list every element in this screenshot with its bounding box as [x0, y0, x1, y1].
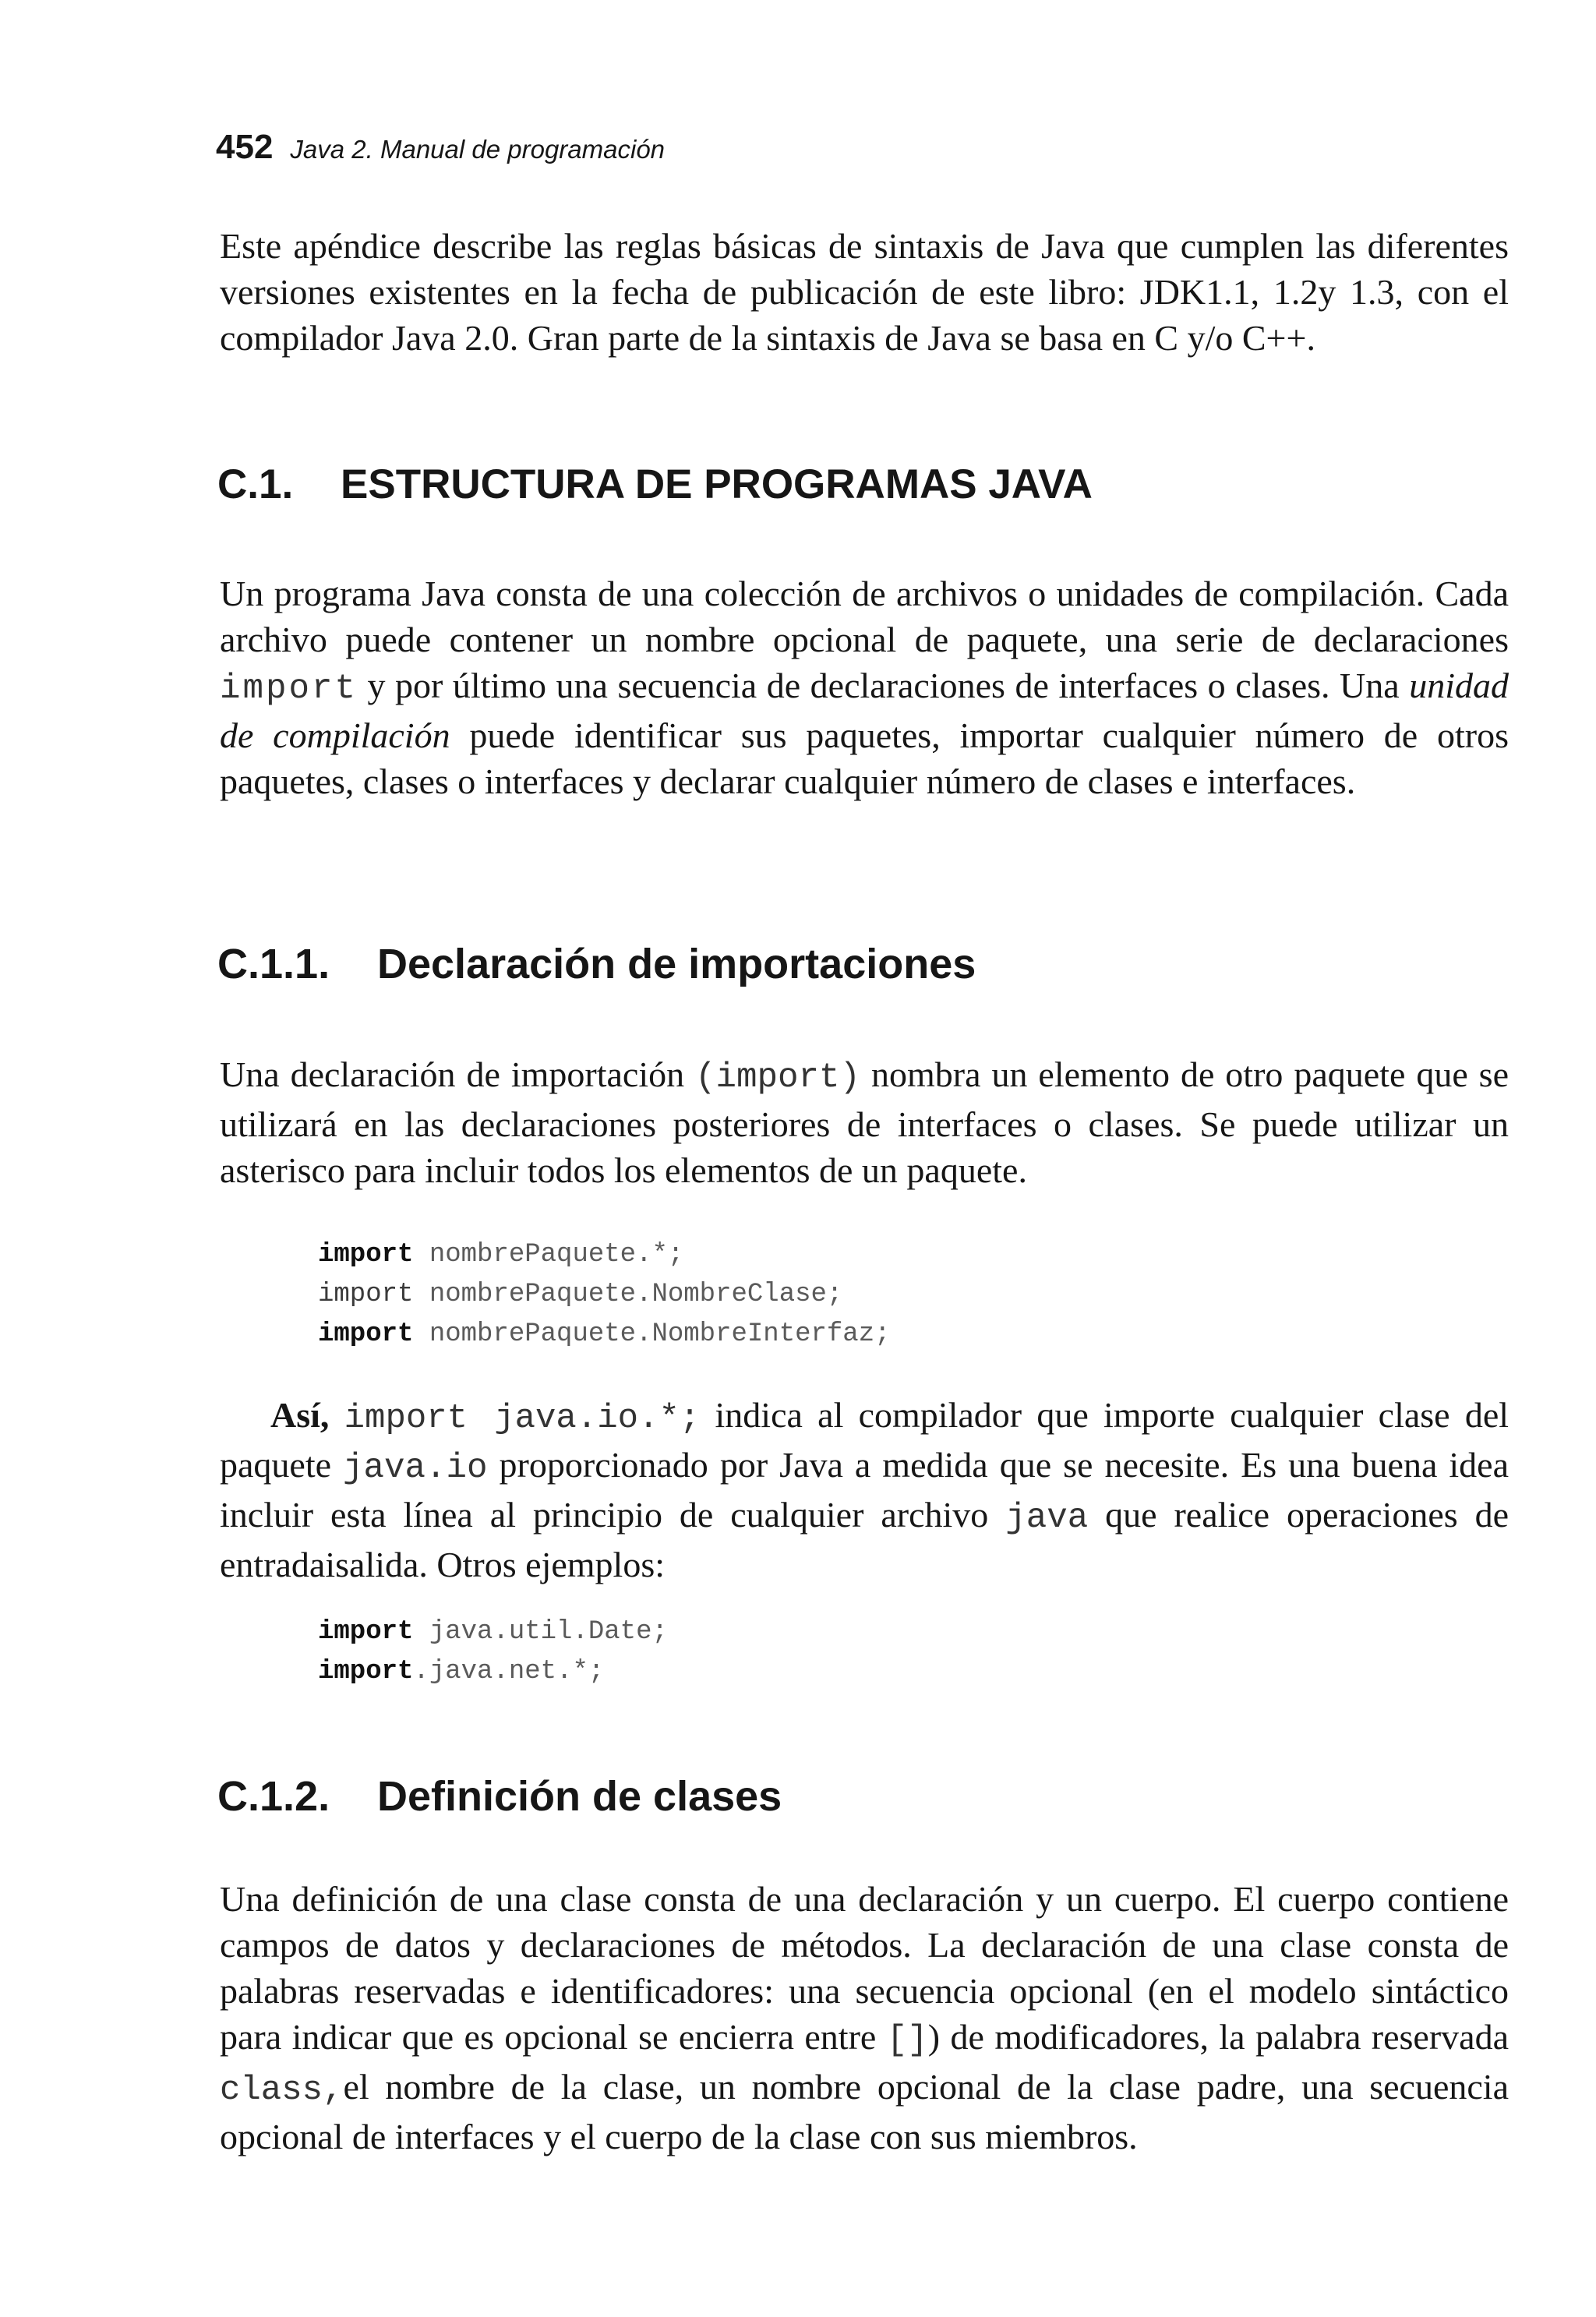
- text-run: Una declaración de importación: [220, 1054, 696, 1094]
- text-run: Un programa Java consta de una colección de archivos o unidades de compilación. Cada archivo puede contener un nombre opcional de paquete, una serie de declaraciones: [220, 574, 1509, 659]
- structure-paragraph: [220, 570, 1509, 804]
- running-head: [216, 128, 665, 175]
- code-line: [318, 1617, 668, 1647]
- inline-code: class,: [220, 2071, 344, 2110]
- section-heading-c1: [217, 460, 1093, 510]
- text-run: que realice operaciones de entradaisalida. Otros ejemplos:: [220, 1495, 1509, 1584]
- text-run: ) de modificadores, la palabra reservada: [927, 2017, 1509, 2057]
- code-text: java.util.Date;: [413, 1617, 668, 1647]
- text-run: y por último una secuencia de declaraciones de interfaces o clases. Una: [358, 666, 1410, 705]
- text-run: el nombre de la clase, un nombre opcional de la clase padre, una secuencia opcional de interfaces y el cuerpo de la clase con sus miembros.: [220, 2067, 1509, 2156]
- code-line: [318, 1240, 683, 1270]
- section-title: ESTRUCTURA DE PROGRAMAS JAVA: [341, 461, 1093, 507]
- imports-paragraph: [220, 1051, 1509, 1193]
- code-keyword: import: [318, 1240, 414, 1270]
- code-block-imports: [318, 1235, 891, 1355]
- section-number: C.1.: [217, 461, 294, 507]
- subsection-number: C.1.1.: [217, 941, 330, 987]
- inline-code: import: [220, 669, 358, 708]
- text-run: proporcionado por Java a medida que se necesite. Es una buena idea incluir esta línea al principio de cualquier archivo: [220, 1445, 1509, 1535]
- inline-code: java.io: [343, 1449, 488, 1488]
- code-line: [318, 1319, 891, 1349]
- code-text: nombrePaquete.NombreInterfaz;: [413, 1319, 891, 1349]
- code-block-examples: [318, 1612, 668, 1692]
- inline-code: []: [886, 2021, 928, 2060]
- example-paragraph: [220, 1392, 1509, 1588]
- text-run: indica al compilador que importe cualquier clase del paquete: [220, 1395, 1509, 1485]
- inline-code: (import): [695, 1058, 861, 1097]
- subsection-number: C.1.2.: [217, 1773, 330, 1820]
- book-title: Java 2. Manual de programación: [290, 135, 666, 164]
- code-keyword: import: [318, 1657, 414, 1687]
- text-run: nombra un elemento de otro paquete que se utilizará en las declaraciones posteriores de interfaces o clases. Se puede utilizar un asterisco para incluir todos los elementos de un paquete.: [220, 1054, 1509, 1190]
- subsection-title: Declaración de importaciones: [377, 941, 976, 987]
- code-line: [318, 1280, 842, 1309]
- bold-lead: Así,: [270, 1395, 330, 1435]
- text-run: Una definición de una clase consta de una declaración y un cuerpo. El cuerpo contiene campos de datos y declaraciones de métodos. La declaración de una clase consta de palabras reservadas e identificadores: una secuencia opcional (en el modelo sintáctico para indicar que es opcional se encierra entre: [220, 1879, 1509, 2057]
- code-keyword: import: [318, 1617, 414, 1647]
- inline-code: import java.io.*;: [344, 1399, 701, 1438]
- code-line: [318, 1657, 604, 1687]
- page-number: 452: [216, 128, 274, 166]
- emphasis: unidad de compilación: [220, 666, 1509, 755]
- inline-code: java: [1005, 1499, 1089, 1538]
- subsection-title: Definición de clases: [377, 1773, 782, 1820]
- intro-paragraph: Este apéndice describe las reglas básicas de sintaxis de Java que cumplen las diferentes versiones existentes en la fecha de publicación de este libro: JDK1.1, 1.2y 1.3, con el compilador Java 2.0. Gran parte de la sintaxis de Java se basa en C y/o C++.: [220, 226, 1509, 358]
- code-text: .java.net.*;: [413, 1657, 605, 1687]
- code-keyword: import: [318, 1280, 414, 1309]
- class-definition-paragraph: [220, 1876, 1509, 2160]
- subsection-heading-c12: [217, 1771, 782, 1821]
- code-text: nombrePaquete.NombreClase;: [413, 1280, 843, 1309]
- code-keyword: import: [318, 1319, 414, 1349]
- subsection-heading-c11: [217, 939, 976, 989]
- code-text: nombrePaquete.*;: [413, 1240, 684, 1270]
- text-run: puede identificar sus paquetes, importar cualquier número de otros paquetes, clases o interfaces y declarar cualquier número de clases e interfaces.: [220, 715, 1509, 801]
